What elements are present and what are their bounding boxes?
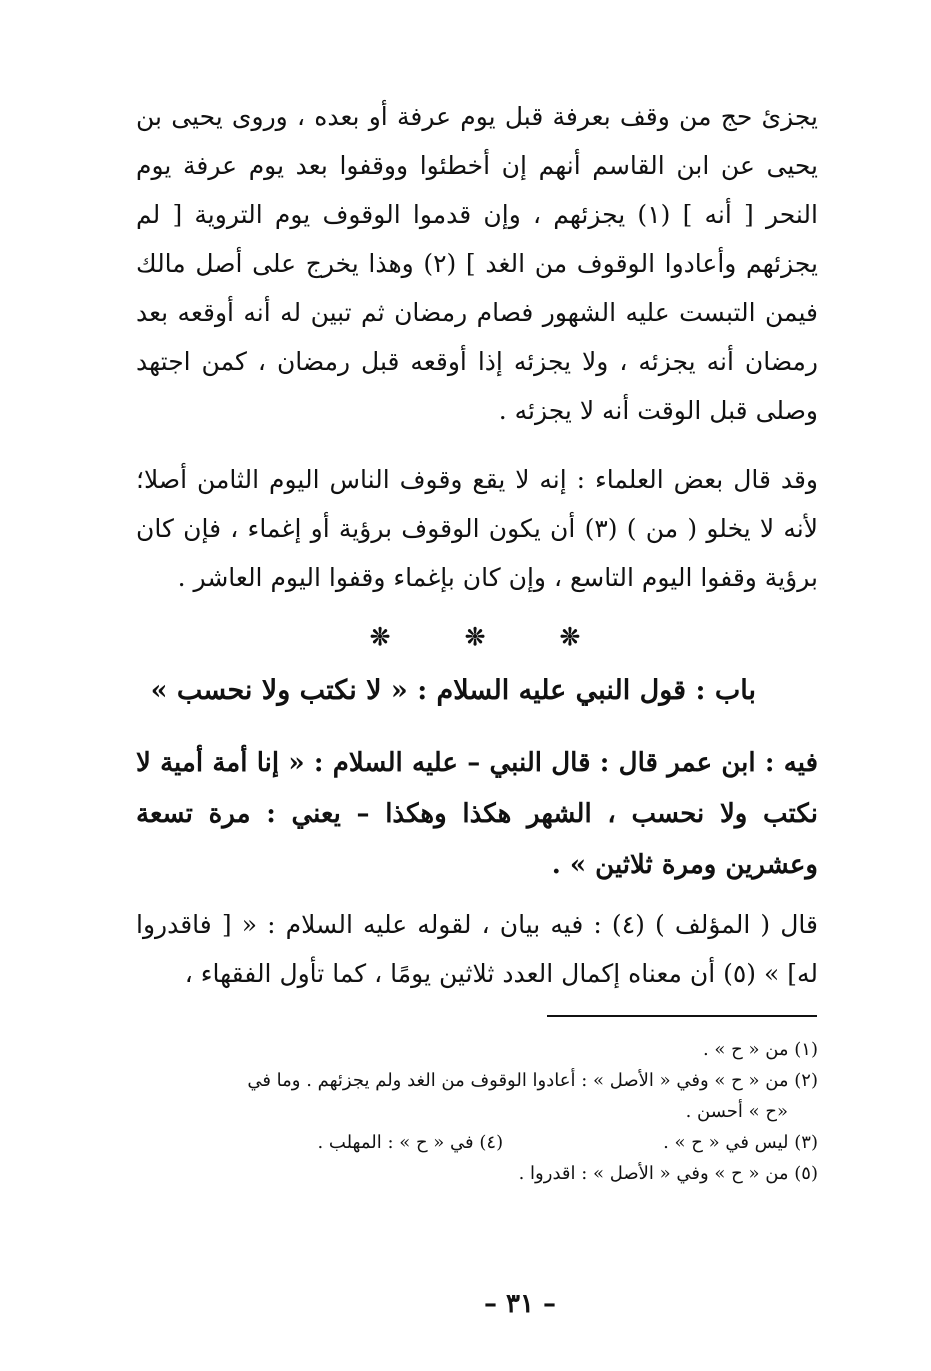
separator-star-icon: ❊ [559, 622, 580, 651]
body-paragraph-3: قال ( المؤلف ) (٤) : فيه بيان ، لقوله عليه السلام : « [ فاقدروا له] » (٥) أن معناه إكمال العدد ثلاثين يومًا ، كما تأول الفقهاء ، [136, 910, 818, 988]
section-separator [370, 622, 580, 651]
body-paragraph-1: يجزئ حج من وقف بعرفة قبل يوم عرفة أو بعده ، وروى يحيى بن يحيى عن ابن القاسم أنهم إن أخطئوا ووقفوا بعد يوم عرفة يوم النحر [ أنه ] (١) يجزئهم ، وإن قدموا الوقوف يوم التروية [ لم يجزئهم وأعادوا الوقوف من الغد ] (٢) وهذا يخرج على أصل مالك فيمن التبست عليه الشهور فصام رمضان ثم تبين له أنه أوقعه بعد رمضان أنه يجزئه ، ولا يجزئه إذا أوقعه قبل رمضان ، كمن اجتهد وصلى قبل الوقت أنه لا يجزئه . [136, 102, 818, 425]
body-paragraph-2: وقد قال بعض العلماء : إنه لا يقع وقوف الناس اليوم الثامن أصلا؛ لأنه لا يخلو ( من ) (٣) أن يكون الوقوف برؤية أو إغماء ، فإن كان برؤية وقفوا اليوم التاسع ، وإن كان بإغماء وقفوا اليوم العاشر . [136, 465, 818, 592]
footnote-2: (٢) من « ح » وفي « الأصل » : أعادوا الوقوف من الغد ولم يجزئهم . وما في [247, 1070, 818, 1091]
footnotes [136, 1034, 818, 1189]
footnote-3: (٣) ليس في « ح » . [663, 1132, 818, 1153]
page-number: – ٣١ – [483, 1289, 557, 1319]
footnote-5: (٥) من « ح » وفي « الأصل » : اقدروا . [518, 1163, 818, 1184]
separator-star-icon: ❊ [464, 622, 486, 651]
footnote-4: (٤) في « ح » : المهلب . [317, 1132, 504, 1153]
separator-star-icon: ❊ [370, 622, 391, 651]
footnote-divider [547, 1015, 817, 1017]
footnote-row-3-4 [136, 1127, 818, 1158]
chapter-heading: باب : قول النبي عليه السلام : « لا نكتب ولا نحسب » [150, 675, 756, 706]
hadith-text: فيه : ابن عمر قال : قال النبي – عليه السلام : « إنا أمة أمية لا نكتب ولا نحسب ، الشهر هكذا وهكذا – يعني : مرة تسعة وعشرين ومرة ثلاثين » . [136, 748, 818, 880]
footnote-1: (١) من « ح » . [702, 1039, 818, 1060]
footnote-2-continuation: «ح » أحسن . [685, 1101, 788, 1122]
